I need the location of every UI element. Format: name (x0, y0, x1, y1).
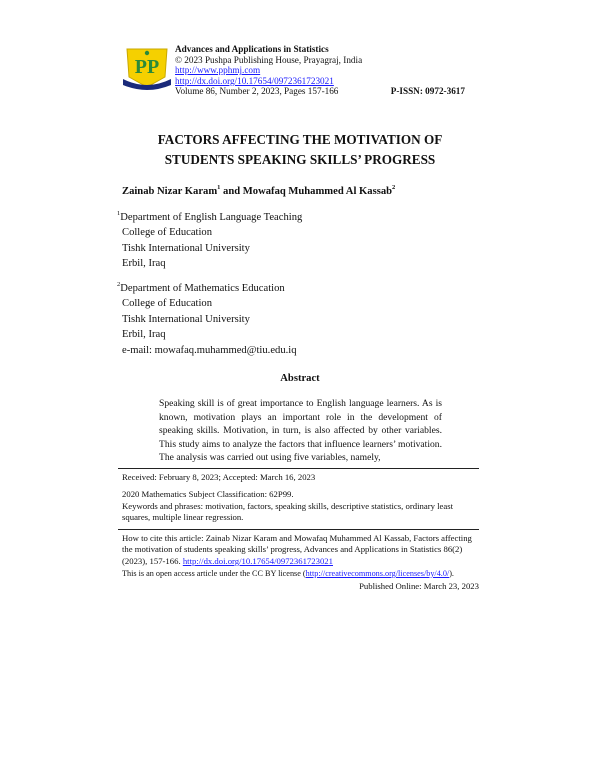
citation-text: How to cite this article: Zainab Nizar Karam and Mowafaq Muhammed Al Kassab, Factors affecting the motivation of students speaking skills’ progress, Advances and Applications in Statistics 86(2) (2023), 157-166. (122, 533, 472, 566)
paper-title (0, 130, 600, 170)
abstract-text: Speaking skill is of great importance to English language learners. As is known, motivation plays an important role in the development of speaking skills. Motivation, in turn, is also affected by other variables. This study aims to analyze the factors that influence learners’ motivation. The analysis was carried out using five variables, namely, (159, 398, 442, 464)
citation (122, 533, 479, 567)
affiliation-2-line: Tishk International University (122, 313, 250, 325)
affiliation-2-email[interactable]: e-mail: mowafaq.muhammed@tiu.edu.iq (122, 344, 297, 356)
license-suffix: ). (449, 569, 454, 578)
license-notice (122, 568, 479, 579)
svg-text:PP: PP (134, 56, 160, 78)
affiliation-2-sup: 2 (117, 281, 121, 288)
affiliation-2 (117, 277, 297, 358)
license-prefix: This is an open access article under the CC BY license ( (122, 569, 306, 578)
author-1: Zainab Nizar Karam (122, 186, 218, 197)
affiliation-1-sup: 1 (117, 210, 121, 217)
author-2-sup: 2 (392, 184, 396, 191)
license-link[interactable]: http://creativecommons.org/licenses/by/4.0/ (305, 569, 450, 578)
author-connector: and (220, 186, 243, 197)
citation-doi-link[interactable]: http://dx.doi.org/10.17654/0972361723021 (182, 555, 333, 566)
author-list (122, 184, 395, 197)
journal-info (175, 44, 465, 97)
title-line-1: FACTORS AFFECTING THE MOTIVATION OF (157, 132, 443, 147)
affiliation-1 (117, 206, 302, 272)
affiliation-2-line: College of Education (122, 298, 213, 310)
keywords: Keywords and phrases: motivation, factors, speaking skills, descriptive statistics, ordinary least squares, multiple linear regression. (122, 501, 454, 523)
affiliation-1-line: Department of English Language Teaching (120, 212, 303, 223)
copyright-line: © 2023 Pushpa Publishing House, Prayagraj, India (175, 54, 363, 65)
received-dates: Received: February 8, 2023; Accepted: March 16, 2023 (122, 472, 316, 482)
footer-divider (118, 468, 479, 469)
published-date: Published Online: March 23, 2023 (359, 581, 479, 591)
title-line-2: STUDENTS SPEAKING SKILLS’ PROGRESS (164, 152, 436, 167)
affiliation-1-line: Erbil, Iraq (122, 258, 166, 270)
affiliation-2-line: Department of Mathematics Education (120, 283, 285, 294)
abstract-heading: Abstract (280, 373, 320, 384)
issn: P-ISSN: 0972-3617 (390, 86, 465, 97)
msc-classification: 2020 Mathematics Subject Classification: 62P99. (122, 489, 294, 499)
affiliation-1-line: Tishk International University (122, 242, 250, 254)
doi-link[interactable]: http://dx.doi.org/10.17654/0972361723021 (175, 75, 334, 86)
author-1-sup: 1 (217, 184, 221, 191)
volume-row (175, 86, 465, 97)
affiliation-2-line: Erbil, Iraq (122, 329, 166, 341)
pushpa-publishing-logo-icon (121, 47, 173, 91)
author-2: Mowafaq Muhammed Al Kassab (242, 186, 393, 197)
footer-divider (118, 529, 479, 530)
website-link[interactable]: http://www.pphmj.com (175, 65, 261, 76)
affiliation-1-line: College of Education (122, 227, 213, 239)
journal-name: Advances and Applications in Statistics (175, 44, 329, 54)
volume-info: Volume 86, Number 2, 2023, Pages 157-166 (175, 86, 339, 97)
